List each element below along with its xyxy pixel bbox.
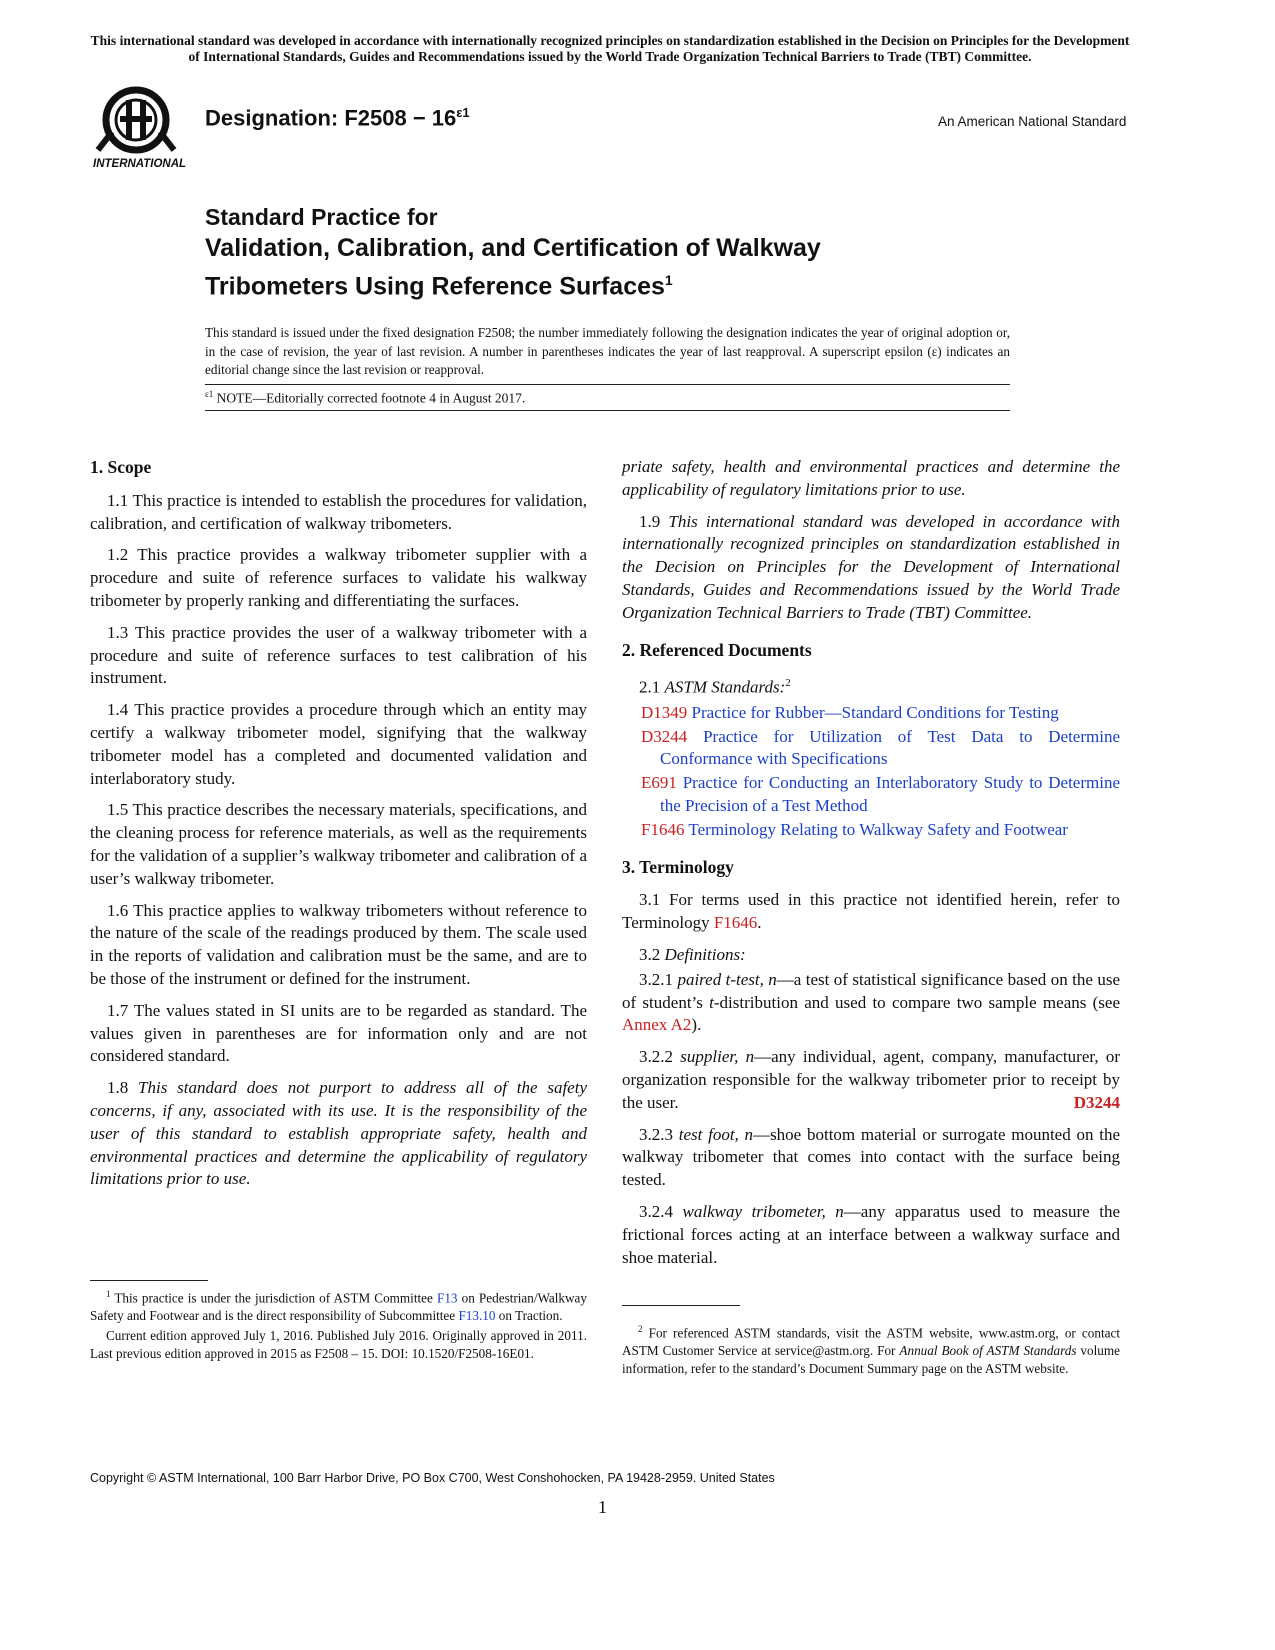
para-1-1: 1.1 This practice is intended to establish the procedures for validation, calibration, and certification of walkway tribometers. [90, 490, 587, 533]
ref-title[interactable]: Practice for Rubber—Standard Conditions for Testing [687, 702, 1059, 722]
para-1-8-text: This standard does not purport to address all of the safety concerns, if any, associated with its use. It is the responsibility of the user of this standard to establish appropriate safety, health and environmental practices and determine the applicability of regulatory limitations prior to use. [90, 1078, 587, 1189]
footnote-1-a: This practice is under the jurisdiction of ASTM Committee [110, 1290, 437, 1306]
para-3-2-4-text: —any apparatus used to measure the frictional forces acting at an interface between a walkway surface and shoe material. [622, 1201, 1120, 1267]
ref-item-e691[interactable] [622, 772, 1120, 818]
left-column [90, 456, 587, 1189]
source-tag-d3244[interactable]: D3244 [1073, 1092, 1120, 1112]
para-1-8 [90, 1077, 587, 1189]
para-3-2-2 [622, 1046, 1120, 1114]
copyright: Copyright © ASTM International, 100 Barr Harbor Drive, PO Box C700, West Conshohocken, PA 19428-2959. United States [90, 1471, 775, 1485]
para-3-1-end: . [757, 913, 762, 933]
footnote-rule-right [622, 1305, 740, 1306]
para-3-2-1 [622, 969, 1120, 1037]
para-1-3: 1.3 This practice provides the user of a walkway tribometer with a procedure and suite of reference surfaces to test calibration of his instrument. [90, 622, 587, 688]
para-3-1-text: 3.1 For terms used in this practice not identified herein, refer to Terminology [622, 890, 1120, 933]
para-3-2-1-t: t [709, 992, 714, 1012]
american-national-standard: An American National Standard [938, 114, 1127, 129]
footnote-1 [90, 1285, 587, 1365]
designation-superscript: ε1 [456, 105, 470, 120]
editorial-note [205, 389, 525, 407]
para-1-6: 1.6 This practice applies to walkway tribometers without reference to the nature of the scale of the readings produced by them. The scale used in the reports of validation and calibration must be the same, and are to be those of the instrument or defined for the instrument. [90, 900, 587, 988]
divider-top [205, 384, 1010, 385]
term-test-foot: test foot, n [678, 1124, 754, 1144]
para-1-5: 1.5 This practice describes the necessary materials, specifications, and the cleaning process for reference materials, as well as the requirements for the validation of a supplier’s walkway tribometer and calibration of a user’s walkway tribometer. [90, 800, 587, 888]
ref-item-f1646[interactable] [622, 819, 1120, 842]
para-1-9-num: 1.9 [639, 511, 669, 531]
para-3-2-1-c: ). [691, 1015, 702, 1035]
ref-item-d3244[interactable] [622, 726, 1120, 772]
footnote-rule-left [90, 1280, 208, 1281]
title-line-1: Standard Practice for [205, 204, 438, 230]
footnote-1-sup: 1 [106, 1289, 111, 1299]
para-1-2: 1.2 This practice provides a walkway tribometer supplier with a procedure and suite of reference surfaces to validate his walkway tribometer by properly ranking and differentiating the surfaces. [90, 545, 587, 610]
title-footnote-ref: 1 [664, 272, 673, 288]
para-3-2-num: 3.2 [639, 945, 665, 964]
astm-standards-label: ASTM Standards: [664, 678, 786, 698]
para-2-1 [622, 672, 1120, 699]
para-3-2-2-text: —any individual, agent, company, manufacturer, or organization responsible for the walkway tribometer prior to receipt by the user. [622, 1047, 1121, 1112]
issue-note: This standard is issued under the fixed designation F2508; the number immediately following the designation indicates the year of original adoption or, in the case of revision, the year of last revision. A number in parentheses indicates the year of last reapproval. A superscript epsilon (ε) indicates an editorial change since the last revision or reapproval. [205, 325, 1010, 377]
link-annex-a2[interactable]: Annex A2 [622, 1015, 692, 1035]
term-supplier: supplier, n [680, 1047, 755, 1067]
para-3-2-4-num: 3.2.4 [639, 1201, 683, 1221]
astm-logo [92, 86, 192, 172]
para-3-2-3 [622, 1124, 1120, 1192]
footnote-1-c: on Traction. [495, 1308, 563, 1324]
term-paired-t-test: paired t-test, n [677, 969, 777, 989]
designation-label: Designation: F2508 − 16 [205, 105, 457, 131]
page-number: 1 [598, 1497, 607, 1517]
title-line-3: Tribometers Using Reference Surfaces [205, 272, 665, 301]
para-3-1 [622, 889, 1120, 935]
ref-title[interactable]: Terminology Relating to Walkway Safety and Footwear [684, 819, 1068, 839]
footnote-1-b: on Pedestrian/Walkway Safety and Footwear and is the direct responsibility of Subcommittee [90, 1290, 587, 1324]
ref-code[interactable]: F1646 [641, 819, 685, 839]
para-3-2-2-num: 3.2.2 [639, 1047, 681, 1067]
designation [205, 105, 470, 131]
refdocs-heading: 2. Referenced Documents [622, 639, 812, 660]
definitions-label: Definitions: [664, 945, 746, 964]
footnote-2-a: For referenced ASTM standards, visit the ASTM website, www.astm.org, or contact ASTM Customer Service at service@astm.org. For [622, 1325, 1120, 1359]
para-2-1-num: 2.1 [639, 678, 665, 698]
para-3-2-4 [622, 1201, 1120, 1269]
para-1-7: 1.7 The values stated in SI units are to be regarded as standard. The values given in parentheses are for information only and are not considered standard. [90, 1000, 587, 1066]
para-3-2-1-num: 3.2.1 [639, 969, 678, 989]
link-f13[interactable]: F13 [437, 1290, 458, 1306]
ref-code[interactable]: E691 [641, 773, 677, 793]
para-3-2-1-b: -distribution and used to compare two sample means (see [713, 992, 1120, 1012]
right-column [622, 456, 1120, 1278]
footnote-1-para [90, 1285, 587, 1325]
logo-text: INTERNATIONAL [93, 158, 187, 170]
para-1-4: 1.4 This practice provides a procedure through which an entity may certify a walkway tribometer model, signifying that the walkway tribometer model has a completed and documented validation and interlaboratory study. [90, 700, 587, 788]
para-3-2 [622, 944, 1120, 967]
footnote-1-edition: Current edition approved July 1, 2016. Published July 2016. Originally approved in 2011. Last previous edition approved in 2015 as F2508 – 15. DOI: 10.1520/F2508-16E01. [90, 1328, 587, 1362]
para-1-9 [622, 511, 1120, 625]
ref-item-d1349[interactable] [622, 702, 1120, 725]
terminology-heading: 3. Terminology [622, 856, 734, 877]
title-line-3-wrap [205, 264, 1105, 302]
footnote-2-b: volume information, refer to the standard’s Document Summary page on the ASTM website. [622, 1343, 1120, 1377]
link-f13-10[interactable]: F13.10 [458, 1308, 496, 1324]
para-1-8-continuation: priate safety, health and environmental practices and determine the applicability of regulatory limitations prior to use. [622, 457, 1120, 499]
footnote-2-italic: Annual Book of ASTM Standards [899, 1343, 1077, 1359]
title-line-2: Validation, Calibration, and Certification of Walkway [205, 234, 821, 262]
document-title [205, 202, 1105, 302]
ref-title[interactable]: Practice for Conducting an Interlaboratory Study to Determine the Precision of a Test Method [660, 773, 1120, 816]
astm-standards-sup: 2 [785, 677, 791, 690]
editorial-text: NOTE—Editorially corrected footnote 4 in August 2017. [213, 390, 526, 406]
footnote-2 [622, 1320, 1120, 1380]
footnote-2-sup: 2 [638, 1324, 643, 1334]
para-3-2-1-a: —a test of statistical significance based on the use of student’s [622, 969, 1121, 1012]
link-f1646[interactable]: F1646 [713, 913, 758, 933]
top-notice: This international standard was developed in accordance with internationally recognized principles on standardization established in the Decision on Principles for the Development of International Standards, Guides and Recommendations issued by the World Trade Organization Technical Barriers to Trade (TBT) Committee. [90, 33, 1130, 64]
ref-code[interactable]: D3244 [641, 726, 688, 746]
para-1-8-num: 1.8 [107, 1078, 139, 1098]
ref-code[interactable]: D1349 [641, 702, 688, 722]
editorial-sup: ε1 [205, 389, 214, 399]
ref-title[interactable]: Practice for Utilization of Test Data to Determine Conformance with Specifications [660, 726, 1120, 769]
footnote-2-para [622, 1320, 1120, 1378]
astm-logo-graphic [92, 86, 192, 172]
scope-heading: 1. Scope [90, 457, 152, 477]
para-3-2-3-text: —shoe bottom material or surrogate mounted on the walkway tribometer that comes into contact with the surface being tested. [622, 1124, 1120, 1190]
term-walkway-tribometer: walkway tribometer, n [682, 1201, 844, 1221]
divider-bottom [205, 410, 1010, 411]
para-1-9-text: This international standard was developed in accordance with internationally recognized principles on standardization established in the Decision on Principles for the Development of International Standards, Guides and Recommendations issued by the World Trade Organization Technical Barriers to Trade (TBT) Committee. [622, 511, 1120, 622]
para-3-2-3-num: 3.2.3 [639, 1124, 679, 1144]
